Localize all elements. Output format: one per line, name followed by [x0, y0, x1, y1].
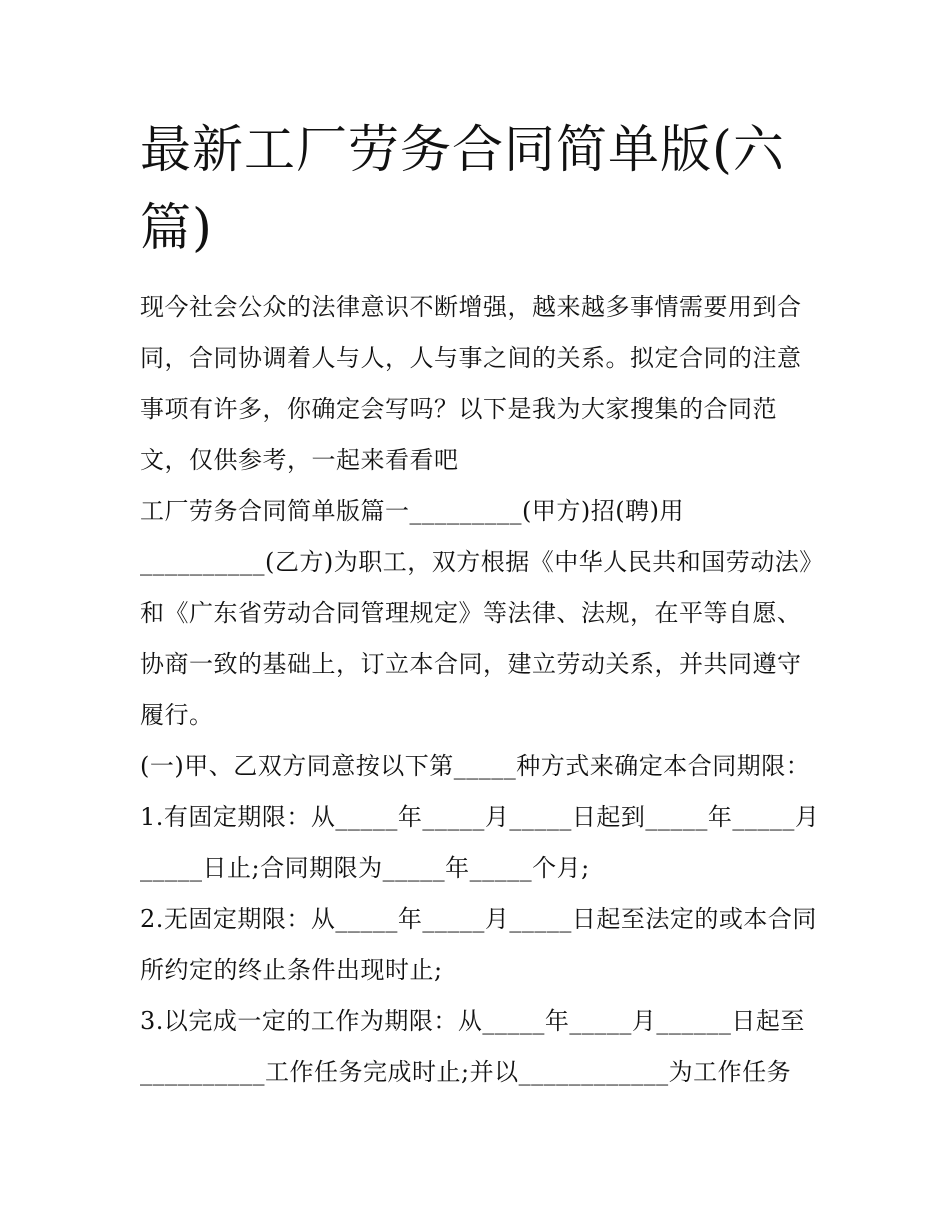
contract-opening-paragraph: 工厂劳务合同简单版篇一_________(甲方)招(聘)用__________(乙方)为职工，双方根据《中华人民共和国劳动法》和《广东省劳动合同管理规定》等法律、法规，在平等自愿、协商一致的基础上，订立本合同，建立劳动关系，并共同遵守履行。	[140, 497, 812, 729]
term-clause-paragraph: (一)甲、乙双方同意按以下第_____种方式来确定本合同期限：	[140, 752, 811, 780]
task-term-paragraph: 3.以完成一定的工作为期限：从_____年_____月______日起至__________工作任务完成时止;并以____________为工作任务	[140, 1007, 805, 1086]
document-title: 最新工厂劳务合同简单版(六篇)	[140, 121, 785, 258]
intro-paragraph: 现今社会公众的法律意识不断增强，越来越多事情需要用到合同，合同协调着人与人，人与事之间的关系。拟定合同的注意事项有许多，你确定会写吗？以下是我为大家搜集的合同范文，仅供参考，一起来看看吧	[140, 293, 802, 474]
open-term-paragraph: 2.无固定期限：从_____年_____月_____日起至法定的或本合同所约定的终止条件出现时止;	[140, 905, 817, 984]
document-page	[140, 112, 820, 1098]
fixed-term-paragraph: 1.有固定期限：从_____年_____月_____日起到_____年_____月_____日止;合同期限为_____年_____个月;	[140, 803, 820, 882]
